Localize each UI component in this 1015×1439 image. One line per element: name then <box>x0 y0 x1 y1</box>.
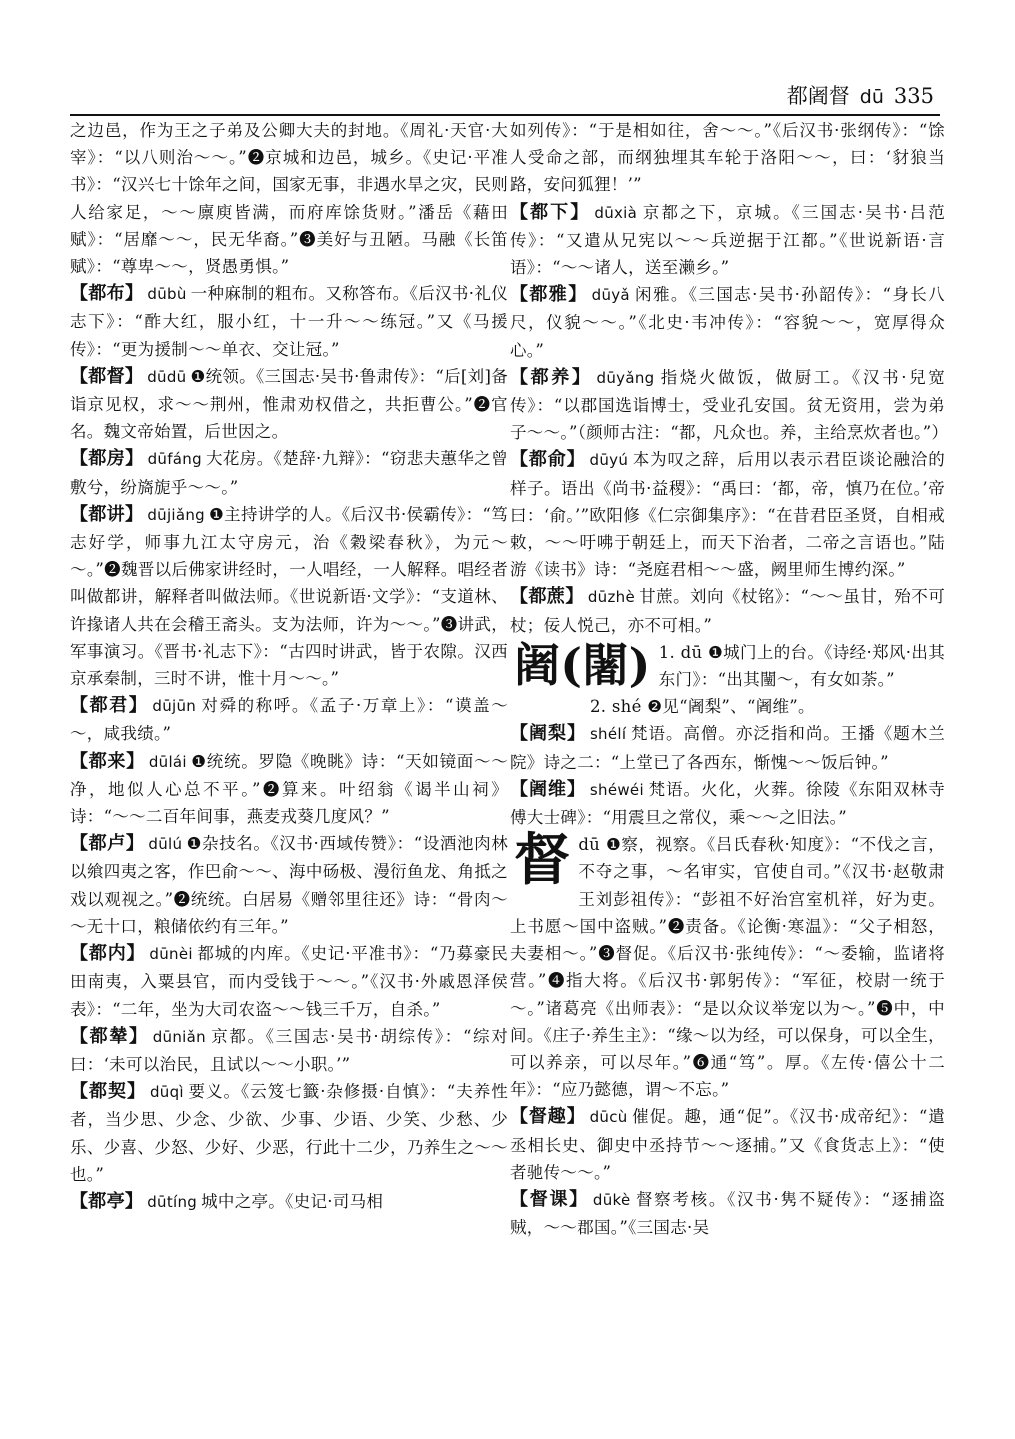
dictionary-entry <box>510 1103 945 1186</box>
entry-pinyin: dūlú <box>148 835 183 854</box>
dictionary-entry <box>510 583 945 638</box>
entry-pinyin: dūdū <box>147 367 187 386</box>
entry-definition: ❶杂技名。《汉书·西域传赞》：“设酒池肉林以飨四夷之客，作巴俞～～、海中砀极、漫衍鱼龙、角抵之戏以观视之。”❷统统。白居易《赠邻里往还》诗：“骨肉～～无十口，粮储依约有三年。” <box>70 834 508 936</box>
entry-definition: 城中之亭。《史记·司马相 <box>201 1191 384 1211</box>
dictionary-entry <box>510 364 949 447</box>
dictionary-entry <box>510 117 945 199</box>
entry-definition: 之边邑，作为王之子弟及公卿大夫的封地。《周礼·天官·大宰》：“以八则治～～。”❷京城和边邑，城乡。《史记·平准书》：“汉兴七十馀年之间，国家无事，非遇水旱之灾，民则人给家足，～～廪庾皆满，而府库馀货财。”潘岳《藉田赋》：“居靡～～，民无华裔。”❸美好与丑陋。马融《长笛赋》：“尊卑～～，贤愚勇惧。” <box>70 121 508 277</box>
entry-definition: 要义。《云笈七籤·杂修摄·自慎》：“夫养性者，当少思、少念、少欲、少事、少语、少笑、少愁、少乐、少喜、少怒、少好、少恶，行此十二少，乃养生之～～也。” <box>70 1082 508 1184</box>
entry-headword: 【督趣】 <box>510 1106 586 1128</box>
entry-headword: 【都卢】 <box>70 833 145 855</box>
dictionary-entry <box>70 748 508 831</box>
entry-definition: 一种麻制的粗布。又称答布。《后汉书·礼仪志下》：“酢大红，服小红，十一升～～练冠。”又《马援传》：“更为援制～～单衣、交让冠。” <box>70 284 508 359</box>
entry-definition: dū ❶察，视察。《吕氏春秋·知度》：“不伐之言，不夺之事，～名审实，官使自司。”《汉书·赵敬肃王刘彭祖传》：“彭祖不好治宫室机祥，好为吏。上书愿～国中盗贼。”❷责备。《论衡·寒温》：“父子相怒，夫妻相～。”❸督促。《后汉书·张纯传》：“～委输，监诸将营。”❹指大将。《后汉书·郭躬传》：“军征，校尉一统于～。”诸葛亮《出师表》：“是以众议举宠以为～。”❺中，中间。《庄子·养生主》：“缘～以为经，可以保身，可以全生，可以养亲，可以尽年。”❻通“笃”。厚。《左传·僖公十二年》：“应乃懿德，谓～不忘。” <box>510 835 945 1100</box>
entry-headword: 【都内】 <box>70 943 146 965</box>
entry-definition: 1. dū ❶城门上的台。《诗经·郑风·出其东门》：“出其闉～，有女如荼。” <box>658 642 945 690</box>
entry-pinyin: dūbù <box>147 285 187 304</box>
dictionary-entry <box>70 363 508 446</box>
entry-pinyin: dūjiǎng <box>147 505 205 524</box>
entry-headword: 【督课】 <box>510 1188 589 1210</box>
dictionary-entry <box>510 720 945 775</box>
entry-definition: 对舜的称呼。《孟子·万章上》：“谟盖～～，咸我绩。” <box>70 696 508 744</box>
dictionary-entry <box>70 1023 508 1078</box>
right-column <box>510 117 949 1241</box>
dictionary-entry <box>510 281 945 364</box>
entry-definition: 梵语。高僧。亦泛指和尚。王播《题木兰院》诗之二：“上堂已了各西东，惭愧～～饭后钟。” <box>510 724 946 772</box>
dictionary-entry <box>70 830 508 940</box>
entry-pinyin: dūyú <box>589 451 629 470</box>
entry-definition: 大花房。《楚辞·九辩》：“窃悲夫蕙华之曾敷兮，纷旖旎乎～～。” <box>70 449 508 497</box>
entry-pinyin: shéwéi <box>589 780 644 799</box>
entry-pinyin: dūyǎng <box>596 368 655 387</box>
dictionary-entry <box>70 117 508 280</box>
header-pinyin: dū <box>859 86 884 108</box>
entry-definition: ❶统统。罗隐《晚眺》诗：“天如镜面～～净，地似人心总不平。”❷算来。叶绍翁《谒半山祠》诗：“～～二百年间事，燕麦戎葵几度风？” <box>70 751 508 827</box>
entry-headword: 【都雅】 <box>510 284 588 306</box>
entry-headword: 【阇梨】 <box>510 723 586 745</box>
running-head <box>777 80 934 113</box>
entry-headword: 【阇维】 <box>510 778 586 800</box>
entry-pinyin: dūcù <box>589 1108 628 1127</box>
dictionary-entry <box>510 776 945 831</box>
entry-headword: 【都亭】 <box>70 1190 144 1212</box>
dictionary-entry <box>510 693 945 720</box>
dictionary-entry <box>70 1188 508 1216</box>
entry-definition: 如列传》：“于是相如往，舍～～。”《后汉书·张纲传》：“馀人受命之部，而纲独埋其车轮于洛阳～～，曰：‘豺狼当路，安问狐狸！’” <box>510 121 945 195</box>
entry-headword: 【都布】 <box>70 283 144 305</box>
entry-pinyin: dūlái <box>148 752 187 771</box>
character-headword: 督 <box>514 827 571 894</box>
entry-definition: 督察考核。《汉书·隽不疑传》：“逐捕盗贼，～～郡国。”《三国志·吴 <box>510 1189 945 1238</box>
entry-pinyin: dūjūn <box>152 697 197 716</box>
dictionary-entry <box>70 445 508 500</box>
character-headword: 阇(闍) <box>514 637 651 692</box>
entry-definition: ❶主持讲学的人。《后汉书·侯霸传》：“笃志好学，师事九江太守房元，治《穀梁春秋》，为元～～。”❷魏晋以后佛家讲经时，一人唱经，一人解释。唱经者叫做都讲，解释者叫做法师。《世说新语·文学》：“支道林、许掾诸人共在会稽王斋头。支为法师，许为～～。”❸讲武，军事演习。《晋书·礼志下》：“古四时讲武，皆于农隙。汉西京承秦制，三时不讲，惟十月～～。” <box>70 504 508 689</box>
dictionary-entry <box>70 940 508 1023</box>
header-rule <box>70 114 940 116</box>
entry-definition: 本为叹之辞，后用以表示君臣谈论融洽的样子。语出《尚书·益稷》：“禹曰：‘都，帝，慎乃在位。’帝曰：‘俞。’”欧阳修《仁宗御集序》：“在昔君臣圣贤，自相戒敕，～～吁咈于朝廷上，而天下治者，二帝之言语也。”陆游《读书》诗：“尧庭君相～～盛，阙里师生博约深。” <box>510 450 946 580</box>
entry-sense: 2. shé ❷见“阇梨”、“阇维”。 <box>590 697 815 717</box>
header-headwords: 都阇督 <box>786 84 850 108</box>
page-number: 335 <box>893 84 934 108</box>
entry-definition: 指烧火做饭，做厨工。《汉书·兒宽传》：“以郡国选诣博士，受业孔安国。贫无资用，尝为弟子～～。”（颜师古注：“都，凡众也。养，主给烹炊者也。”） <box>510 367 949 443</box>
dictionary-entry <box>510 827 945 1103</box>
left-column <box>70 117 508 1216</box>
entry-pinyin: dūzhè <box>587 588 635 607</box>
page-header <box>70 80 940 114</box>
entry-pinyin: dūqì <box>149 1083 184 1102</box>
entry-headword: 【都下】 <box>510 201 591 223</box>
entry-headword: 【都房】 <box>70 448 144 470</box>
entry-definition: 闲雅。《三国志·吴书·孙韶传》：“身长八尺，仪貌～～。”《北史·韦冲传》：“容貌～～，宽厚得众心。” <box>510 285 945 360</box>
entry-definition: 京都之下，京城。《三国志·吴书·吕范传》：“又遣从兄宪以～～兵逆据于江都。”《世说新语·言语》：“～～诸人，送至濑乡。” <box>510 202 946 278</box>
entry-pinyin: dūtíng <box>147 1192 198 1211</box>
entry-headword: 【都讲】 <box>70 503 144 525</box>
entry-definition: 京都。《三国志·吴书·胡综传》：“综对曰：‘未可以治民，且试以～～小职。’” <box>70 1026 509 1074</box>
entry-pinyin: shélí <box>589 725 627 744</box>
entry-headword: 【都蔗】 <box>510 586 584 608</box>
entry-pinyin: dūfáng <box>147 450 202 469</box>
entry-definition: 都城的内库。《史记·平准书》：“乃募豪民田南夷，入粟县官，而内受钱于～～。”《汉书·外戚恩泽侯表》：“二年，坐为大司农盗～～钱三千万，自杀。” <box>70 944 509 1019</box>
entry-headword: 【都俞】 <box>510 449 586 471</box>
entry-headword: 【都来】 <box>70 750 145 772</box>
dictionary-entry <box>70 280 508 363</box>
entry-headword: 【都养】 <box>510 366 593 388</box>
entry-headword: 【都督】 <box>70 365 144 387</box>
entry-headword: 【都君】 <box>70 695 149 717</box>
entry-pinyin: dūyǎ <box>591 286 630 305</box>
entry-pinyin: dūniǎn <box>152 1027 206 1046</box>
dictionary-entry <box>510 199 945 282</box>
entry-headword: 【都契】 <box>70 1081 146 1103</box>
dictionary-entry <box>510 1186 945 1241</box>
dictionary-entry <box>70 1078 508 1188</box>
entry-pinyin: dūxià <box>594 203 638 222</box>
dictionary-entry <box>510 446 945 583</box>
dictionary-entry <box>70 692 508 747</box>
dictionary-entry <box>510 639 945 693</box>
entry-headword: 【都辇】 <box>70 1025 149 1047</box>
dictionary-entry <box>70 501 508 692</box>
entry-definition: 梵语。火化，火葬。徐陵《东阳双林寺傅大士碑》：“用震旦之常仪，乘～～之旧法。” <box>510 779 945 828</box>
entry-definition: ❶统领。《三国志·吴书·鲁肃传》：“后[刘]备诣京见权，求～～荆州，惟肃劝权借之，共拒曹公。”❷官名。魏文帝始置，后世因之。 <box>70 366 509 442</box>
entry-pinyin: dūnèi <box>149 945 193 964</box>
entry-pinyin: dūkè <box>592 1190 631 1209</box>
entry-definition: 催促。趣，通“促”。《汉书·成帝纪》：“遣丞相长史、御史中丞持节～～逐捕。”又《食货志上》：“使者驰传～～。” <box>510 1107 945 1182</box>
entry-definition: 甘蔗。刘向《杖铭》：“～～虽甘，殆不可杖；佞人悦己，亦不可相。” <box>510 587 945 635</box>
